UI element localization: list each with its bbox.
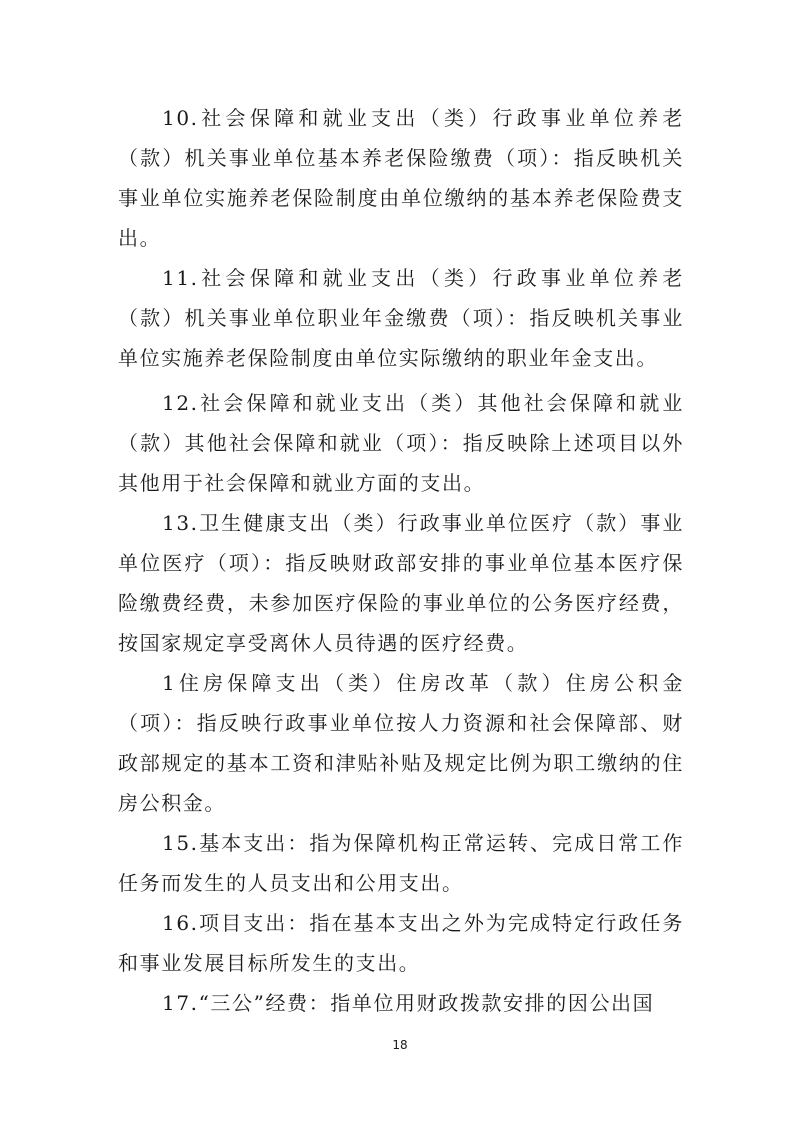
paragraph-item-17: 17.“三公”经费：指单位用财政拨款安排的因公出国 [162, 991, 655, 1015]
paragraph-item-12: 12.社会保障和就业支出（类）其他社会保障和就业（款）其他社会保障和就业（项）：指反映除上述项目以外其他用于社会保障和就业方面的支出。 [118, 391, 684, 495]
paragraph-item-13: 13.卫生健康支出（类）行政事业单位医疗（款）事业单位医疗（项）：指反映财政部安排的事业单位基本医疗保险缴费经费，未参加医疗保险的事业单位的公务医疗经费，按国家规定享受离休人员待遇的医疗经费。 [118, 511, 684, 655]
paragraph-item-15: 15.基本支出：指为保障机构正常运转、完成日常工作任务而发生的人员支出和公用支出。 [118, 831, 684, 895]
document-body [118, 98, 684, 1023]
page-number: 18 [392, 1038, 408, 1052]
paragraph-item-16: 16.项目支出：指在基本支出之外为完成特定行政任务和事业发展目标所发生的支出。 [118, 911, 684, 975]
paragraph-item-11: 11.社会保障和就业支出（类）行政事业单位养老（款）机关事业单位职业年金缴费（项）：指反映机关事业单位实施养老保险制度由单位实际缴纳的职业年金支出。 [118, 266, 684, 370]
paragraph-item-10: 10.社会保障和就业支出（类）行政事业单位养老（款）机关事业单位基本养老保险缴费（项）：指反映机关事业单位实施养老保险制度由单位缴纳的基本养老保险费支出。 [118, 106, 684, 250]
paragraph-item-14: 1住房保障支出（类）住房改革（款）住房公积金（项）：指反映行政事业单位按人力资源和社会保障部、财政部规定的基本工资和津贴补贴及规定比例为职工缴纳的住房公积金。 [118, 671, 684, 815]
